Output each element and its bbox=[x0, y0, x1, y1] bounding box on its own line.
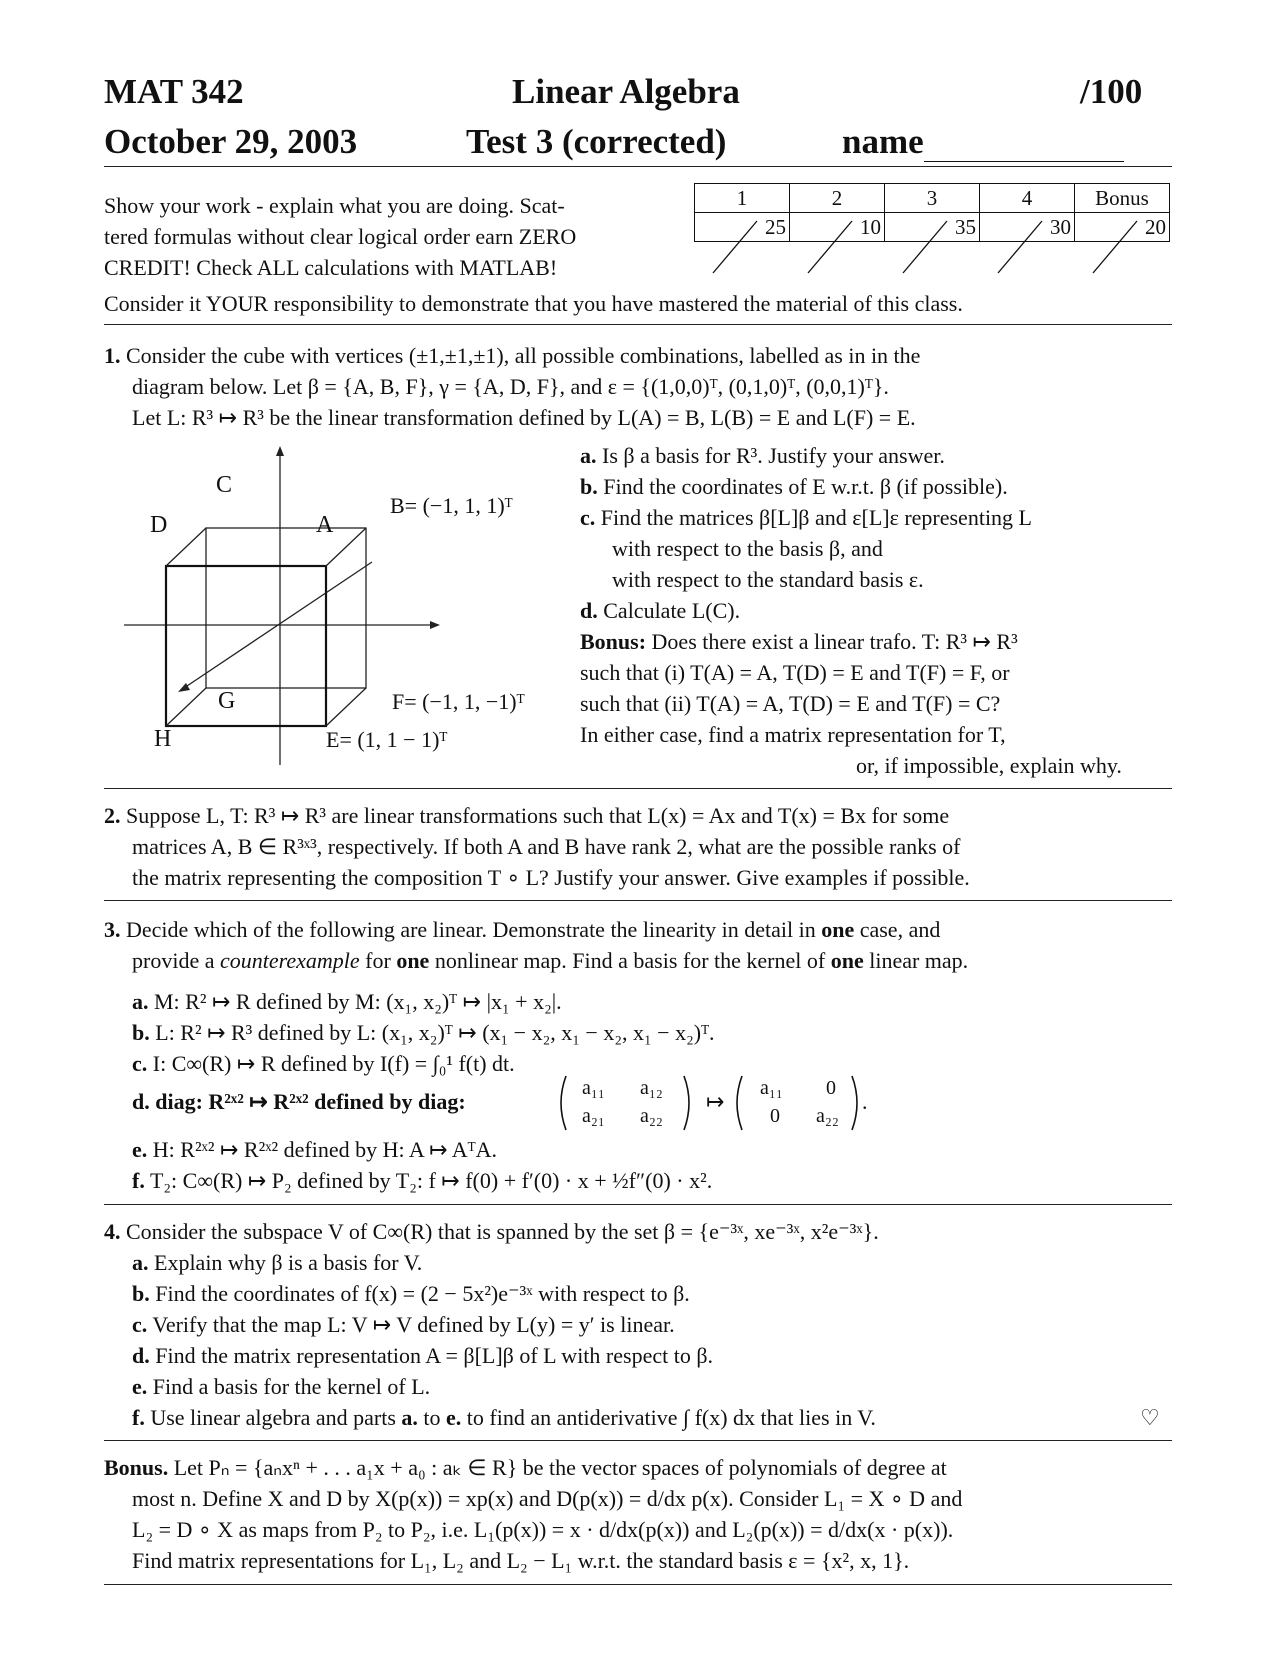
q4-line-1 bbox=[104, 1216, 879, 1247]
q1-c-text: Find the matrices β[L]β and ε[L]ε representing L bbox=[600, 505, 1032, 530]
q3-text: provide a bbox=[132, 948, 215, 973]
vertex-f-label: F= (−1, 1, −1)ᵀ bbox=[392, 689, 525, 714]
section-rule bbox=[104, 788, 1172, 789]
part-tag: f. bbox=[132, 1405, 145, 1430]
part-tag: c. bbox=[132, 1051, 148, 1076]
q2-line-2: matrices A, B ∈ R³ˣ³, respectively. If both A and B have rank 2, what are the possible ranks of bbox=[132, 834, 961, 859]
q4-d-text: Find the matrix representation A = β[L]β of L with respect to β. bbox=[155, 1343, 714, 1368]
vertex-b-label: B= (−1, 1, 1)ᵀ bbox=[390, 493, 513, 518]
q3-part-c bbox=[132, 1048, 515, 1079]
q3-text: nonlinear map. Find a basis for the kernel of bbox=[434, 948, 826, 973]
vertex-h: H bbox=[154, 726, 172, 752]
q1-b-text: Find the coordinates of E w.r.t. β (if possible). bbox=[603, 474, 1008, 499]
q1-line-2: diagram below. Let β = {A, B, F}, γ = {A, D, F}, and ε = {(1,0,0)ᵀ, (0,1,0)ᵀ, (0,0,1)ᵀ}. bbox=[132, 374, 889, 399]
score-box[interactable] bbox=[980, 213, 1075, 242]
max-points: 20 bbox=[1145, 215, 1166, 239]
part-tag: e. bbox=[132, 1137, 148, 1162]
q1-bonus-line-5: or, if impossible, explain why. bbox=[856, 753, 1122, 778]
q3-c-text: I: C∞(R) ↦ R defined by I(f) = ∫₀¹ f(t) dt. bbox=[152, 1051, 515, 1076]
q4-number: 4. bbox=[104, 1219, 121, 1244]
q1-part-d bbox=[580, 595, 740, 626]
q3-f-text: T₂: C∞(R) ↦ P₂ defined by T₂: f ↦ f(0) + f′(0) · x + ½f″(0) · x². bbox=[149, 1168, 713, 1193]
score-labels-row bbox=[695, 184, 1170, 213]
matrix-entry: a₂₂ bbox=[816, 1105, 839, 1127]
q3-text: for bbox=[365, 948, 391, 973]
vertex-d: D bbox=[150, 512, 168, 538]
q2-number: 2. bbox=[104, 803, 121, 828]
vertex-g: G bbox=[218, 688, 236, 714]
q1-c-line-2: with respect to the basis β, and bbox=[612, 536, 883, 561]
q3-emph: one bbox=[821, 917, 855, 942]
q3-line-2 bbox=[132, 945, 968, 976]
score-label: 1 bbox=[695, 184, 790, 213]
q3-number: 3. bbox=[104, 917, 121, 942]
q4-part-b bbox=[132, 1278, 690, 1309]
q1-bonus-text: Does there exist a linear trafo. T: R³ ↦ R³ bbox=[651, 629, 1018, 654]
q1-part-c bbox=[580, 502, 1032, 533]
q1-text-1: Consider the cube with vertices (±1,±1,±1), all possible combinations, labelled as in in the bbox=[126, 343, 921, 368]
part-tag: e. bbox=[132, 1374, 148, 1399]
q2-line-1 bbox=[104, 800, 949, 831]
part-ref: a. bbox=[401, 1405, 418, 1430]
score-box[interactable] bbox=[1075, 213, 1170, 242]
course-code: MAT 342 bbox=[104, 72, 244, 111]
max-points: 35 bbox=[955, 215, 976, 239]
exam-date: October 29, 2003 bbox=[104, 122, 358, 161]
q1-a-text: Is β a basis for R³. Justify your answer. bbox=[602, 443, 945, 468]
q3-b-text: L: R² ↦ R³ defined by L: (x₁, x₂)ᵀ ↦ (x₁ − x₂, x₁ − x₂, x₁ − x₂)ᵀ. bbox=[155, 1020, 715, 1045]
bonus-line-3: L₂ = D ∘ X as maps from P₂ to P₂, i.e. L₁(p(x)) = x · d/dx(p(x)) and L₂(p(x)) = d/dx(x · p(x)). bbox=[132, 1517, 954, 1542]
matrix-entry: a₂₂ bbox=[640, 1105, 663, 1127]
matrix-period: . bbox=[862, 1089, 868, 1114]
matrix-entry: a₁₂ bbox=[640, 1077, 663, 1099]
max-points: 25 bbox=[765, 215, 786, 239]
score-label: 2 bbox=[790, 184, 885, 213]
score-label: Bonus bbox=[1075, 184, 1170, 213]
part-tag: d. bbox=[132, 1089, 150, 1114]
q3-text: linear map. bbox=[869, 948, 969, 973]
bonus-line-2: most n. Define X and D by X(p(x)) = xp(x) and D(p(x)) = d/dx p(x). Consider L₁ = X ∘ D and bbox=[132, 1486, 963, 1511]
test-title: Test 3 (corrected) bbox=[466, 122, 727, 161]
score-label: 3 bbox=[885, 184, 980, 213]
q3-part-f bbox=[132, 1165, 712, 1196]
q3-italic: counterexample bbox=[219, 948, 360, 973]
part-ref: e. bbox=[446, 1405, 462, 1430]
section-rule bbox=[104, 1584, 1172, 1585]
bonus-text: Let Pₙ = {aₙxⁿ + . . . a₁x + a₀ : aₖ ∈ R} be the vector spaces of polynomials of degree at bbox=[173, 1455, 947, 1480]
q3-a-text: M: R² ↦ R defined by M: (x₁, x₂)ᵀ ↦ |x₁ + x₂|. bbox=[154, 989, 562, 1014]
q1-number: 1. bbox=[104, 343, 121, 368]
part-tag: f. bbox=[132, 1168, 145, 1193]
part-tag: c. bbox=[132, 1312, 148, 1337]
q3-part-d bbox=[132, 1086, 466, 1117]
q4-part-f bbox=[132, 1402, 876, 1433]
maps-to-arrow: ↦ bbox=[706, 1089, 725, 1114]
q4-f-text: to bbox=[423, 1405, 441, 1430]
q4-a-text: Explain why β is a basis for V. bbox=[154, 1250, 423, 1275]
q1-bonus-line-1 bbox=[580, 626, 1018, 657]
instructions-line-1: Show your work - explain what you are doing. Scat- bbox=[104, 193, 565, 218]
score-box[interactable] bbox=[885, 213, 980, 242]
name-field[interactable] bbox=[842, 122, 1124, 162]
header-rule bbox=[104, 166, 1172, 167]
q3-part-a bbox=[132, 986, 562, 1017]
vertex-e-label: E= (1, 1 − 1)ᵀ bbox=[326, 727, 448, 752]
score-label: 4 bbox=[980, 184, 1075, 213]
q3-line-1 bbox=[104, 914, 940, 945]
q4-f-text: to find an antiderivative ∫ f(x) dx that lies in V. bbox=[466, 1405, 876, 1430]
heart-icon: ♡ bbox=[1140, 1405, 1160, 1430]
q4-part-e bbox=[132, 1371, 430, 1402]
q1-d-text: Calculate L(C). bbox=[603, 598, 741, 623]
part-tag: a. bbox=[132, 1250, 149, 1275]
bonus-line-1 bbox=[104, 1452, 947, 1483]
matrix-entry: a₁₁ bbox=[582, 1077, 605, 1099]
course-subject: Linear Algebra bbox=[512, 72, 740, 111]
q3-d-text: diag: R²ˣ² ↦ R²ˣ² defined by diag: bbox=[155, 1089, 466, 1114]
instructions-line-2: tered formulas without clear logical order earn ZERO bbox=[104, 224, 577, 249]
q1-part-b bbox=[580, 471, 1008, 502]
q1-bonus-line-4: In either case, find a matrix representation for T, bbox=[580, 722, 1006, 747]
q1-bonus-line-2: such that (i) T(A) = A, T(D) = E and T(F) = F, or bbox=[580, 660, 1010, 685]
part-tag: d. bbox=[132, 1343, 150, 1368]
max-points: 10 bbox=[860, 215, 881, 239]
vertex-a: A bbox=[316, 512, 334, 538]
q3-part-b bbox=[132, 1017, 715, 1048]
section-rule bbox=[104, 900, 1172, 901]
part-tag: a. bbox=[132, 989, 149, 1014]
bonus-tag: Bonus: bbox=[580, 629, 647, 654]
section-rule bbox=[104, 324, 1172, 325]
part-tag: b. bbox=[580, 474, 598, 499]
section-rule bbox=[104, 1440, 1172, 1441]
q3-part-e bbox=[132, 1134, 497, 1165]
part-tag: a. bbox=[580, 443, 597, 468]
score-boxes-row bbox=[695, 213, 1170, 242]
section-rule bbox=[104, 1204, 1172, 1205]
name-label: name bbox=[842, 122, 924, 161]
q4-c-text: Verify that the map L: V ↦ V defined by L(y) = y′ is linear. bbox=[152, 1312, 675, 1337]
q1-bonus-line-3: such that (ii) T(A) = A, T(D) = E and T(F) = C? bbox=[580, 691, 1001, 716]
score-box[interactable] bbox=[790, 213, 885, 242]
bonus-tag: Bonus. bbox=[104, 1455, 169, 1480]
bonus-line-4: Find matrix representations for L₁, L₂ and L₂ − L₁ w.r.t. the standard basis ε = {x², x, 1}. bbox=[132, 1548, 910, 1573]
max-points: 30 bbox=[1050, 215, 1071, 239]
q4-e-text: Find a basis for the kernel of L. bbox=[152, 1374, 431, 1399]
instructions-line-3: CREDIT! Check ALL calculations with MATLAB! bbox=[104, 255, 558, 280]
q1-line-1 bbox=[104, 340, 920, 371]
part-tag: b. bbox=[132, 1020, 150, 1045]
score-box[interactable] bbox=[695, 213, 790, 242]
q2-text-1: Suppose L, T: R³ ↦ R³ are linear transformations such that L(x) = Ax and T(x) = Bx for some bbox=[126, 803, 950, 828]
q4-b-text: Find the coordinates of f(x) = (2 − 5x²)e⁻³ˣ with respect to β. bbox=[155, 1281, 690, 1306]
matrix-entry: a₁₁ bbox=[760, 1077, 783, 1099]
q3-e-text: H: R²ˣ² ↦ R²ˣ² defined by H: A ↦ AᵀA. bbox=[152, 1137, 498, 1162]
q4-part-a bbox=[132, 1247, 422, 1278]
q1-part-a bbox=[580, 440, 945, 471]
vertex-c: C bbox=[216, 472, 233, 498]
q3-emph: one bbox=[396, 948, 430, 973]
q1-line-3: Let L: R³ ↦ R³ be the linear transformation defined by L(A) = B, L(B) = E and L(F) = E. bbox=[132, 405, 916, 430]
part-tag: c. bbox=[580, 505, 596, 530]
part-tag: d. bbox=[580, 598, 598, 623]
q4-f-text: Use linear algebra and parts bbox=[150, 1405, 396, 1430]
score-table bbox=[694, 183, 1170, 242]
q3-text: Decide which of the following are linear. Demonstrate the linearity in detail in bbox=[126, 917, 816, 942]
q4-part-c bbox=[132, 1309, 675, 1340]
total-points: /100 bbox=[1080, 72, 1143, 111]
axis-arrow-icon bbox=[276, 446, 284, 456]
q3-text: case, and bbox=[859, 917, 941, 942]
q2-line-3: the matrix representing the composition T ∘ L? Justify your answer. Give examples if possible. bbox=[132, 865, 970, 890]
q4-part-d bbox=[132, 1340, 713, 1371]
cube-back-face bbox=[206, 528, 366, 688]
part-tag: b. bbox=[132, 1281, 150, 1306]
matrix-entry: 0 bbox=[770, 1105, 780, 1127]
matrix-entry: a₂₁ bbox=[582, 1105, 605, 1127]
matrix-entry: 0 bbox=[826, 1077, 836, 1099]
axis-arrow-icon bbox=[178, 683, 190, 692]
q1-c-line-3: with respect to the standard basis ε. bbox=[612, 567, 924, 592]
q4-text: Consider the subspace V of C∞(R) that is spanned by the set β = {e⁻³ˣ, xe⁻³ˣ, x²e⁻³ˣ}. bbox=[126, 1219, 879, 1244]
axis-arrow-icon bbox=[430, 621, 440, 629]
instructions-line-4: Consider it YOUR responsibility to demonstrate that you have mastered the material of this class. bbox=[104, 291, 963, 316]
name-blank[interactable] bbox=[924, 131, 1124, 162]
q3-emph: one bbox=[830, 948, 864, 973]
